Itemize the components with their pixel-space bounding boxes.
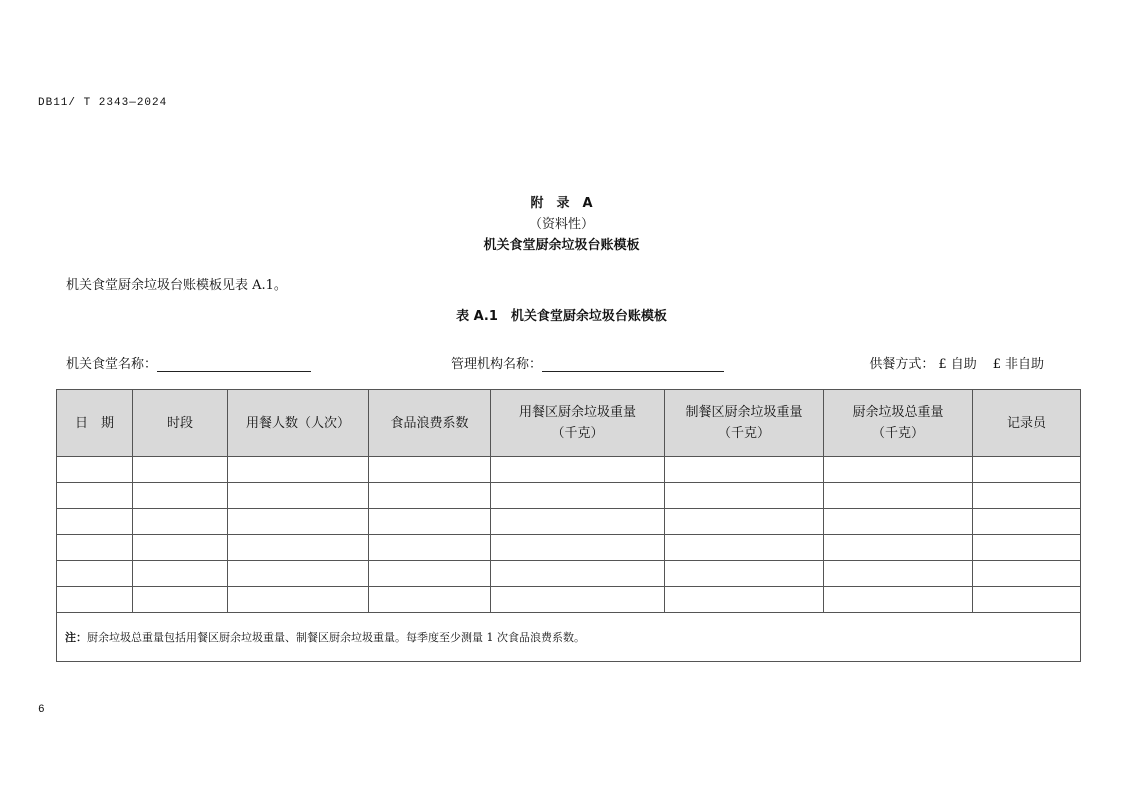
option-self-label: 自助 [950,357,977,372]
table-cell[interactable] [228,509,369,535]
service-mode-field [869,353,1044,372]
header-kitchen-area-waste: 制餐区厨余垃圾重量 （千克） [665,390,824,457]
table-cell[interactable] [973,509,1081,535]
table-cell[interactable] [228,483,369,509]
header-date: 日 期 [57,390,133,457]
table-cell[interactable] [973,587,1081,613]
table-cell[interactable] [665,587,824,613]
table-note [57,613,1081,662]
table-cell[interactable] [665,509,824,535]
table-cell[interactable] [57,561,133,587]
table-row [57,587,1081,613]
form-fields [66,353,1046,373]
table-cell[interactable] [228,535,369,561]
table-cell[interactable] [973,535,1081,561]
table-row [57,509,1081,535]
table-cell[interactable] [57,535,133,561]
table-cell[interactable] [973,561,1081,587]
table-cell[interactable] [824,457,973,483]
table-cell[interactable] [369,535,491,561]
table-cell[interactable] [491,561,665,587]
table-cell[interactable] [973,457,1081,483]
table-cell[interactable] [824,535,973,561]
table-cell[interactable] [369,509,491,535]
table-cell[interactable] [665,535,824,561]
table-cell[interactable] [824,561,973,587]
table-row [57,535,1081,561]
appendix-heading [0,193,1123,256]
table-cell[interactable] [133,483,228,509]
table-cell[interactable] [228,561,369,587]
standard-code: DB11/ T 2343—2024 [38,97,168,109]
table-cell[interactable] [491,587,665,613]
table-cell[interactable] [824,483,973,509]
table-cell[interactable] [57,509,133,535]
table-cell[interactable] [57,587,133,613]
table-cell[interactable] [824,587,973,613]
canteen-name-blank[interactable] [157,357,311,372]
org-name-label: 管理机构名称： [451,357,543,372]
table-cell[interactable] [228,457,369,483]
table-cell[interactable] [369,483,491,509]
table-cell[interactable] [665,457,824,483]
table-cell[interactable] [491,457,665,483]
table-cell[interactable] [369,457,491,483]
canteen-name-label: 机关食堂名称： [66,357,158,372]
note-label: 注： [65,631,87,644]
table-row [57,457,1081,483]
table-cell[interactable] [491,535,665,561]
table-row [57,483,1081,509]
checkbox-self[interactable]: £ [938,357,947,372]
org-name-field [451,353,724,372]
header-recorder: 记录员 [973,390,1081,457]
appendix-title: 附 录 A [530,196,593,211]
table-cell[interactable] [369,587,491,613]
table-cell[interactable] [133,509,228,535]
table-cell[interactable] [973,483,1081,509]
table-cell[interactable] [369,561,491,587]
table-cell[interactable] [133,587,228,613]
table-cell[interactable] [228,587,369,613]
intro-text: 机关食堂厨余垃圾台账模板见表 A.1。 [66,278,287,293]
appendix-name: 机关食堂厨余垃圾台账模板 [483,238,640,253]
canteen-name-field [66,353,311,372]
ledger-table [56,389,1081,662]
header-diners: 用餐人数（人次） [228,390,369,457]
table-cell[interactable] [824,509,973,535]
header-total-waste: 厨余垃圾总重量 （千克） [824,390,973,457]
table-cell[interactable] [665,483,824,509]
checkbox-non-self[interactable]: £ [992,357,1001,372]
header-waste-coefficient: 食品浪费系数 [369,390,491,457]
option-non-self-label: 非自助 [1004,357,1044,372]
header-dining-area-waste: 用餐区厨余垃圾重量 （千克） [491,390,665,457]
table-title: 表 A.1 机关食堂厨余垃圾台账模板 [456,309,667,324]
table-cell[interactable] [491,483,665,509]
table-cell[interactable] [133,561,228,587]
org-name-blank[interactable] [542,357,724,372]
note-row [57,613,1081,662]
appendix-nature: （资料性） [528,217,594,232]
page-number: 6 [38,704,45,716]
table-cell[interactable] [57,483,133,509]
table-cell[interactable] [491,509,665,535]
table-header-row [57,390,1081,457]
table-row [57,561,1081,587]
service-mode-label: 供餐方式： [869,357,935,372]
table-cell[interactable] [57,457,133,483]
note-text: 厨余垃圾总重量包括用餐区厨余垃圾重量、制餐区厨余垃圾重量。每季度至少测量 1 次食品浪费系数。 [87,631,585,644]
table-cell[interactable] [665,561,824,587]
header-period: 时段 [133,390,228,457]
table-cell[interactable] [133,535,228,561]
table-cell[interactable] [133,457,228,483]
